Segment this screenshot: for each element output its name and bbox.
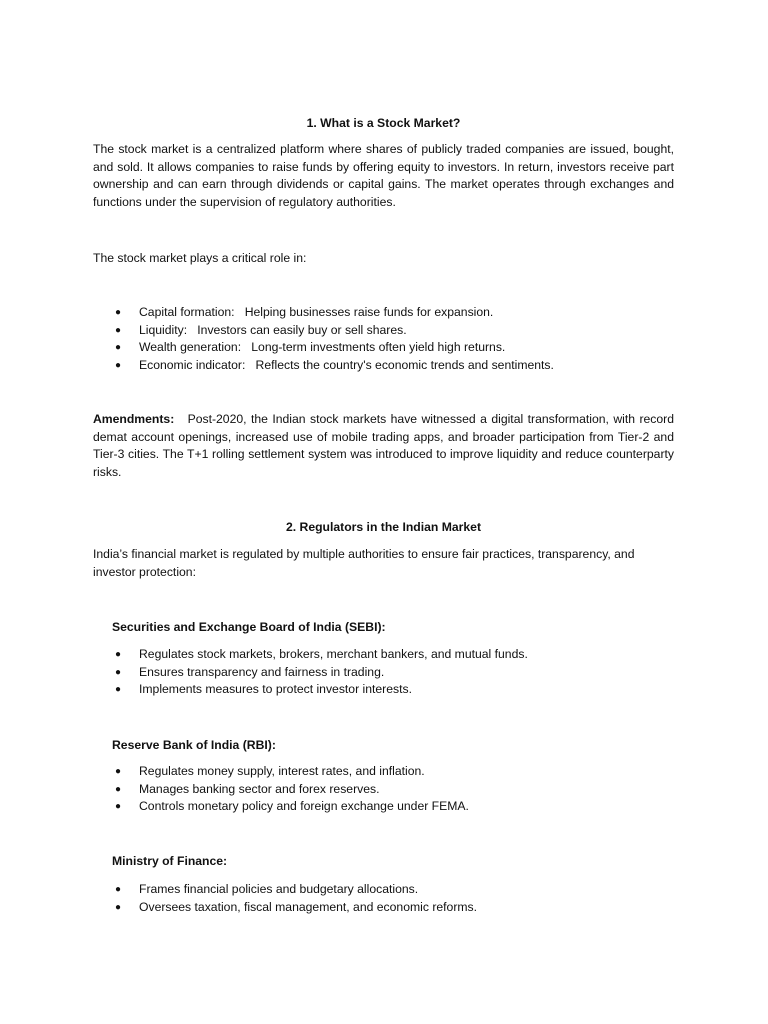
bullet-icon: ● — [115, 783, 122, 795]
bullet-icon: ● — [115, 684, 122, 696]
role-term: Liquidity: — [139, 322, 188, 337]
section-2-intro: India’s financial market is regulated by multiple authorities to ensure fair practices, transparency, and investor protection: — [93, 547, 635, 579]
list-item — [93, 763, 674, 781]
mof-points-list — [93, 881, 674, 916]
section-1-title: 1. What is a Stock Market? — [306, 116, 461, 130]
list-item — [93, 646, 674, 664]
point-text: Frames financial policies and budgetary allocations. — [139, 882, 419, 896]
point-text: Controls monetary policy and foreign exchange under FEMA. — [139, 799, 469, 814]
bullet-icon: ● — [115, 901, 122, 913]
list-item — [93, 357, 674, 375]
section-1-intro: The stock market is a centralized platform where shares of publicly traded companies are issued, bought, and sold. It allows companies to raise funds by offering equity to investors. In return, investors receive part ownership and can earn through dividends or capital gains. The market operates through exchanges and functions under the supervision of regulatory authorities. — [93, 142, 674, 209]
regulator-sebi-heading: Securities and Exchange Board of India (SEBI): — [112, 620, 386, 634]
bullet-icon: ● — [115, 342, 122, 354]
rbi-points-list — [93, 763, 674, 816]
list-item — [93, 681, 674, 699]
bullet-icon: ● — [115, 307, 122, 318]
list-item — [93, 339, 674, 357]
list-item — [93, 322, 674, 340]
role-term: Capital formation: — [139, 305, 235, 319]
amendments-label: Amendments: — [93, 412, 175, 426]
amendments-text: Post-2020, the Indian stock markets have witnessed a digital transformation, with record demat account openings, increased use of mobile trading apps, and broader participation from Tier-2 and Tier-3 cities. The T+1 rolling settlement system was introduced to improve liquidity and reduce counterparty risks. — [93, 412, 674, 479]
point-text: Implements measures to protect investor interests. — [139, 682, 412, 697]
role-desc: Investors can easily buy or sell shares. — [197, 322, 407, 337]
point-text: Regulates money supply, interest rates, and inflation. — [139, 764, 425, 778]
bullet-icon: ● — [115, 766, 122, 777]
role-desc: Reflects the country's economic trends and sentiments. — [255, 358, 554, 373]
bullet-icon: ● — [115, 884, 122, 895]
bullet-icon: ● — [115, 360, 122, 372]
role-term: Wealth generation: — [139, 340, 242, 355]
role-desc: Long-term investments often yield high returns. — [251, 340, 506, 355]
bullet-icon: ● — [115, 801, 122, 813]
regulator-mof-heading: Ministry of Finance: — [112, 854, 228, 868]
role-desc: Helping businesses raise funds for expansion. — [244, 305, 494, 319]
point-text: Manages banking sector and forex reserves. — [139, 781, 380, 796]
roles-list — [93, 304, 674, 375]
list-item — [93, 664, 674, 682]
amendments-paragraph — [93, 411, 674, 481]
role-intro: The stock market plays a critical role in: — [93, 251, 307, 265]
bullet-icon: ● — [115, 666, 122, 678]
list-item — [93, 881, 674, 899]
bullet-icon: ● — [115, 324, 122, 336]
point-text: Regulates stock markets, brokers, merchant bankers, and mutual funds. — [139, 647, 528, 661]
list-item — [93, 899, 674, 917]
bullet-icon: ● — [115, 649, 122, 660]
role-term: Economic indicator: — [139, 358, 246, 373]
section-2-title: 2. Regulators in the Indian Market — [285, 520, 482, 534]
point-text: Oversees taxation, fiscal management, and economic reforms. — [139, 899, 478, 914]
point-text: Ensures transparency and fairness in trading. — [139, 664, 385, 679]
regulator-rbi-heading: Reserve Bank of India (RBI): — [112, 738, 276, 752]
sebi-points-list — [93, 646, 674, 699]
list-item — [93, 781, 674, 799]
list-item — [93, 798, 674, 816]
list-item — [93, 304, 674, 322]
